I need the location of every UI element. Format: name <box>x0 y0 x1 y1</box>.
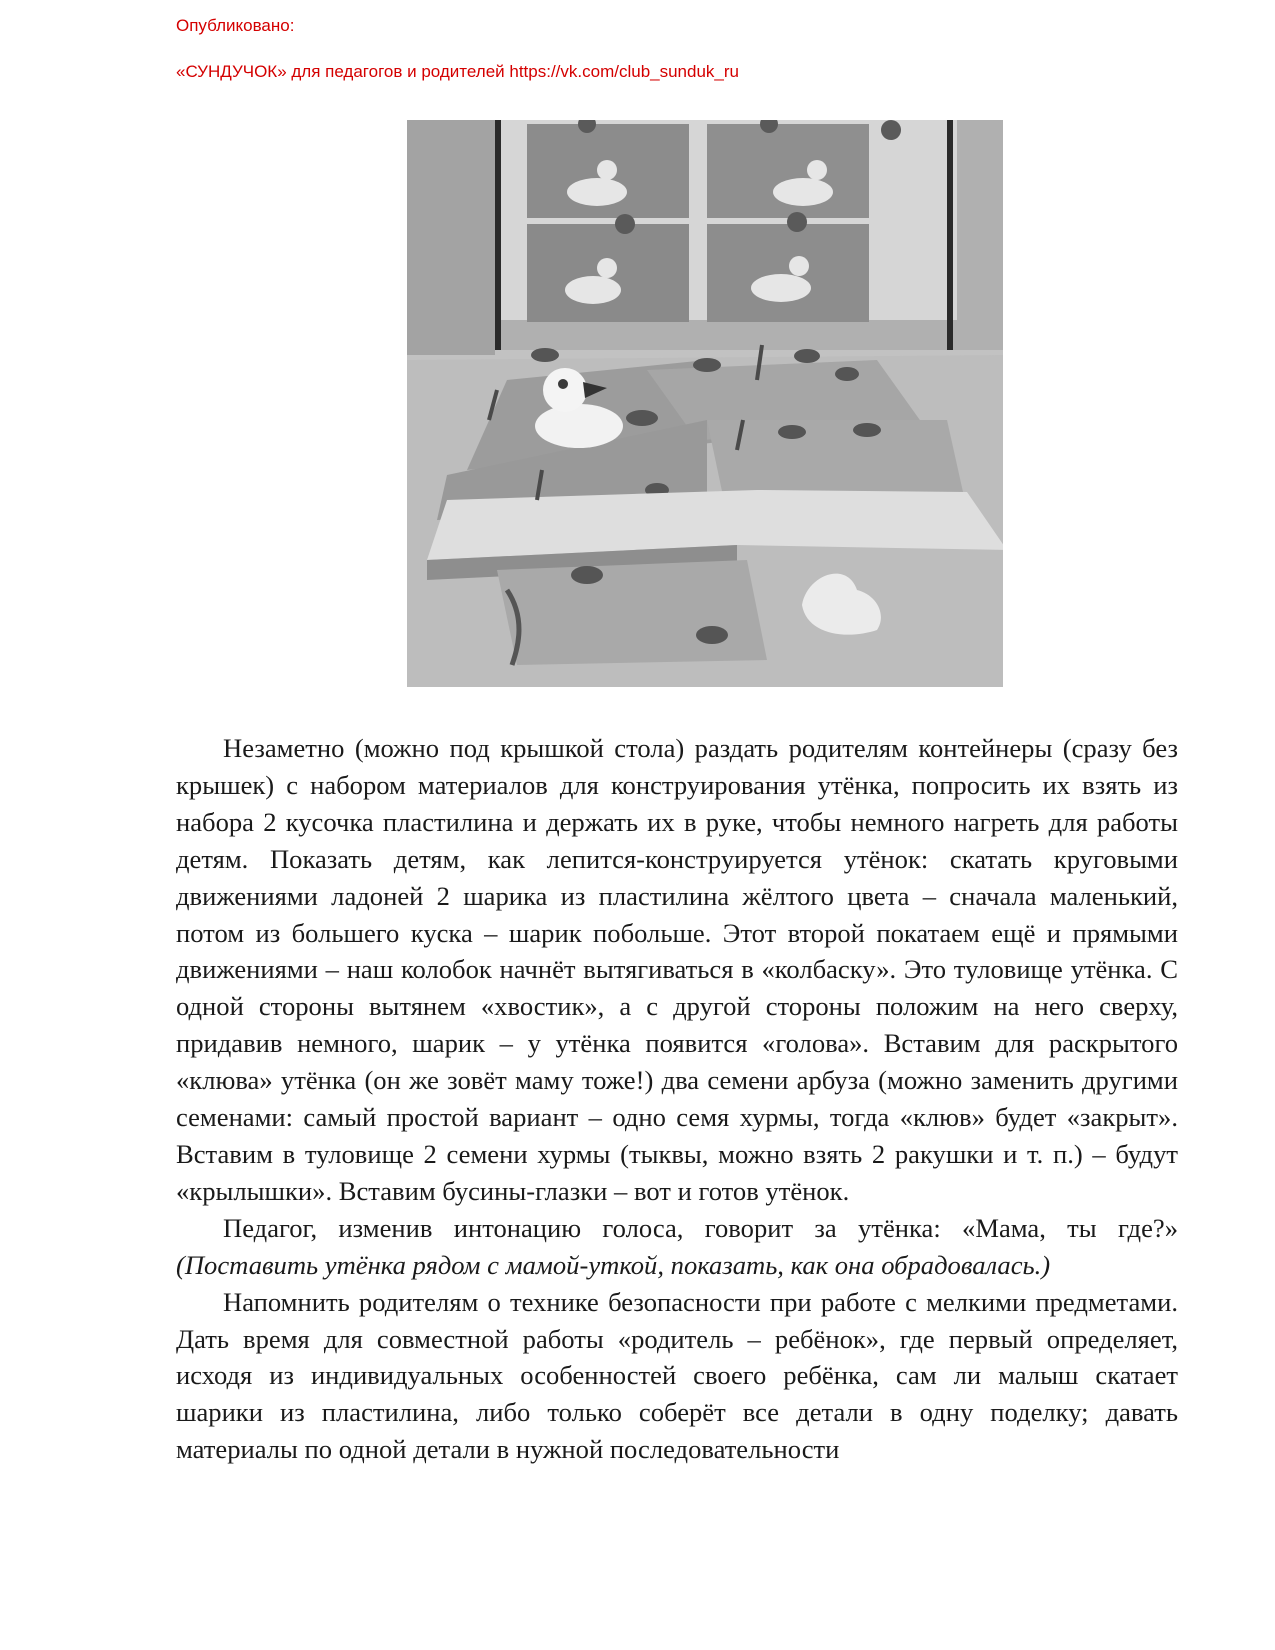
source-link-text: «СУНДУЧОК» для педагогов и родителей https://vk.com/club_sunduk_ru <box>176 62 739 81</box>
published-label: Опубликовано: <box>176 16 295 35</box>
paragraph-3: Напомнить родителям о технике безопасности при работе с мелкими предметами. Дать время для совместной работы «родитель – ребёнок», где первый определяет, исходя из индивидуальных особенностей своего ребёнка, сам ли малыш скатает шарики из пластилина, либо только соберёт все детали в одну поделку; давать материалы по одной детали в нужной последовательности <box>176 1286 1178 1465</box>
paragraph-1: Незаметно (можно под крышкой стола) раздать родителям контейнеры (сразу без крышек) с набором материалов для конструирования утёнка, попросить их взять из набора 2 кусочка пластилина и держать их в руке, чтобы немного нагреть для работы детям. Показать детям, как лепится-конструируется утёнок: скатать круговыми движениями ладоней 2 шарика из пластилина жёлтого цвета – сначала маленький, потом из большего куска – шарик побольше. Этот второй покатаем ещё и прямыми движениями – наш колобок начнёт вытягиваться в «колбаску». Это туловище утёнка. С одной стороны вытянем «хвостик», а с другой стороны положим на него сверху, придавив немного, шарик – у утёнка появится «голова». Вставим для раскрытого «клюва» утёнка (он же зовёт маму тоже!) два семени арбуза (можно заменить другими семенами: самый простой вариант – одно семя хурмы, тогда «клюв» будет «закрыт». Вставим в туловище 2 семени хурмы (тыквы, можно взять 2 ракушки и т. п.) – будут «крылышки». Вставим бусины-глазки – вот и готов утёнок. <box>176 733 1178 1206</box>
craft-display-photo <box>407 120 1003 687</box>
publication-header <box>176 14 1126 84</box>
body-text <box>176 730 1178 1468</box>
paragraph-2 <box>176 1210 1178 1284</box>
paragraph-2-text: Педагог, изменив интонацию голоса, говорит за утёнка: «Мама, ты где?» <box>223 1212 1178 1243</box>
paragraph-2-stage-direction: (Поставить утёнка рядом с мамой-уткой, показать, как она обрадовалась.) <box>176 1249 1051 1280</box>
